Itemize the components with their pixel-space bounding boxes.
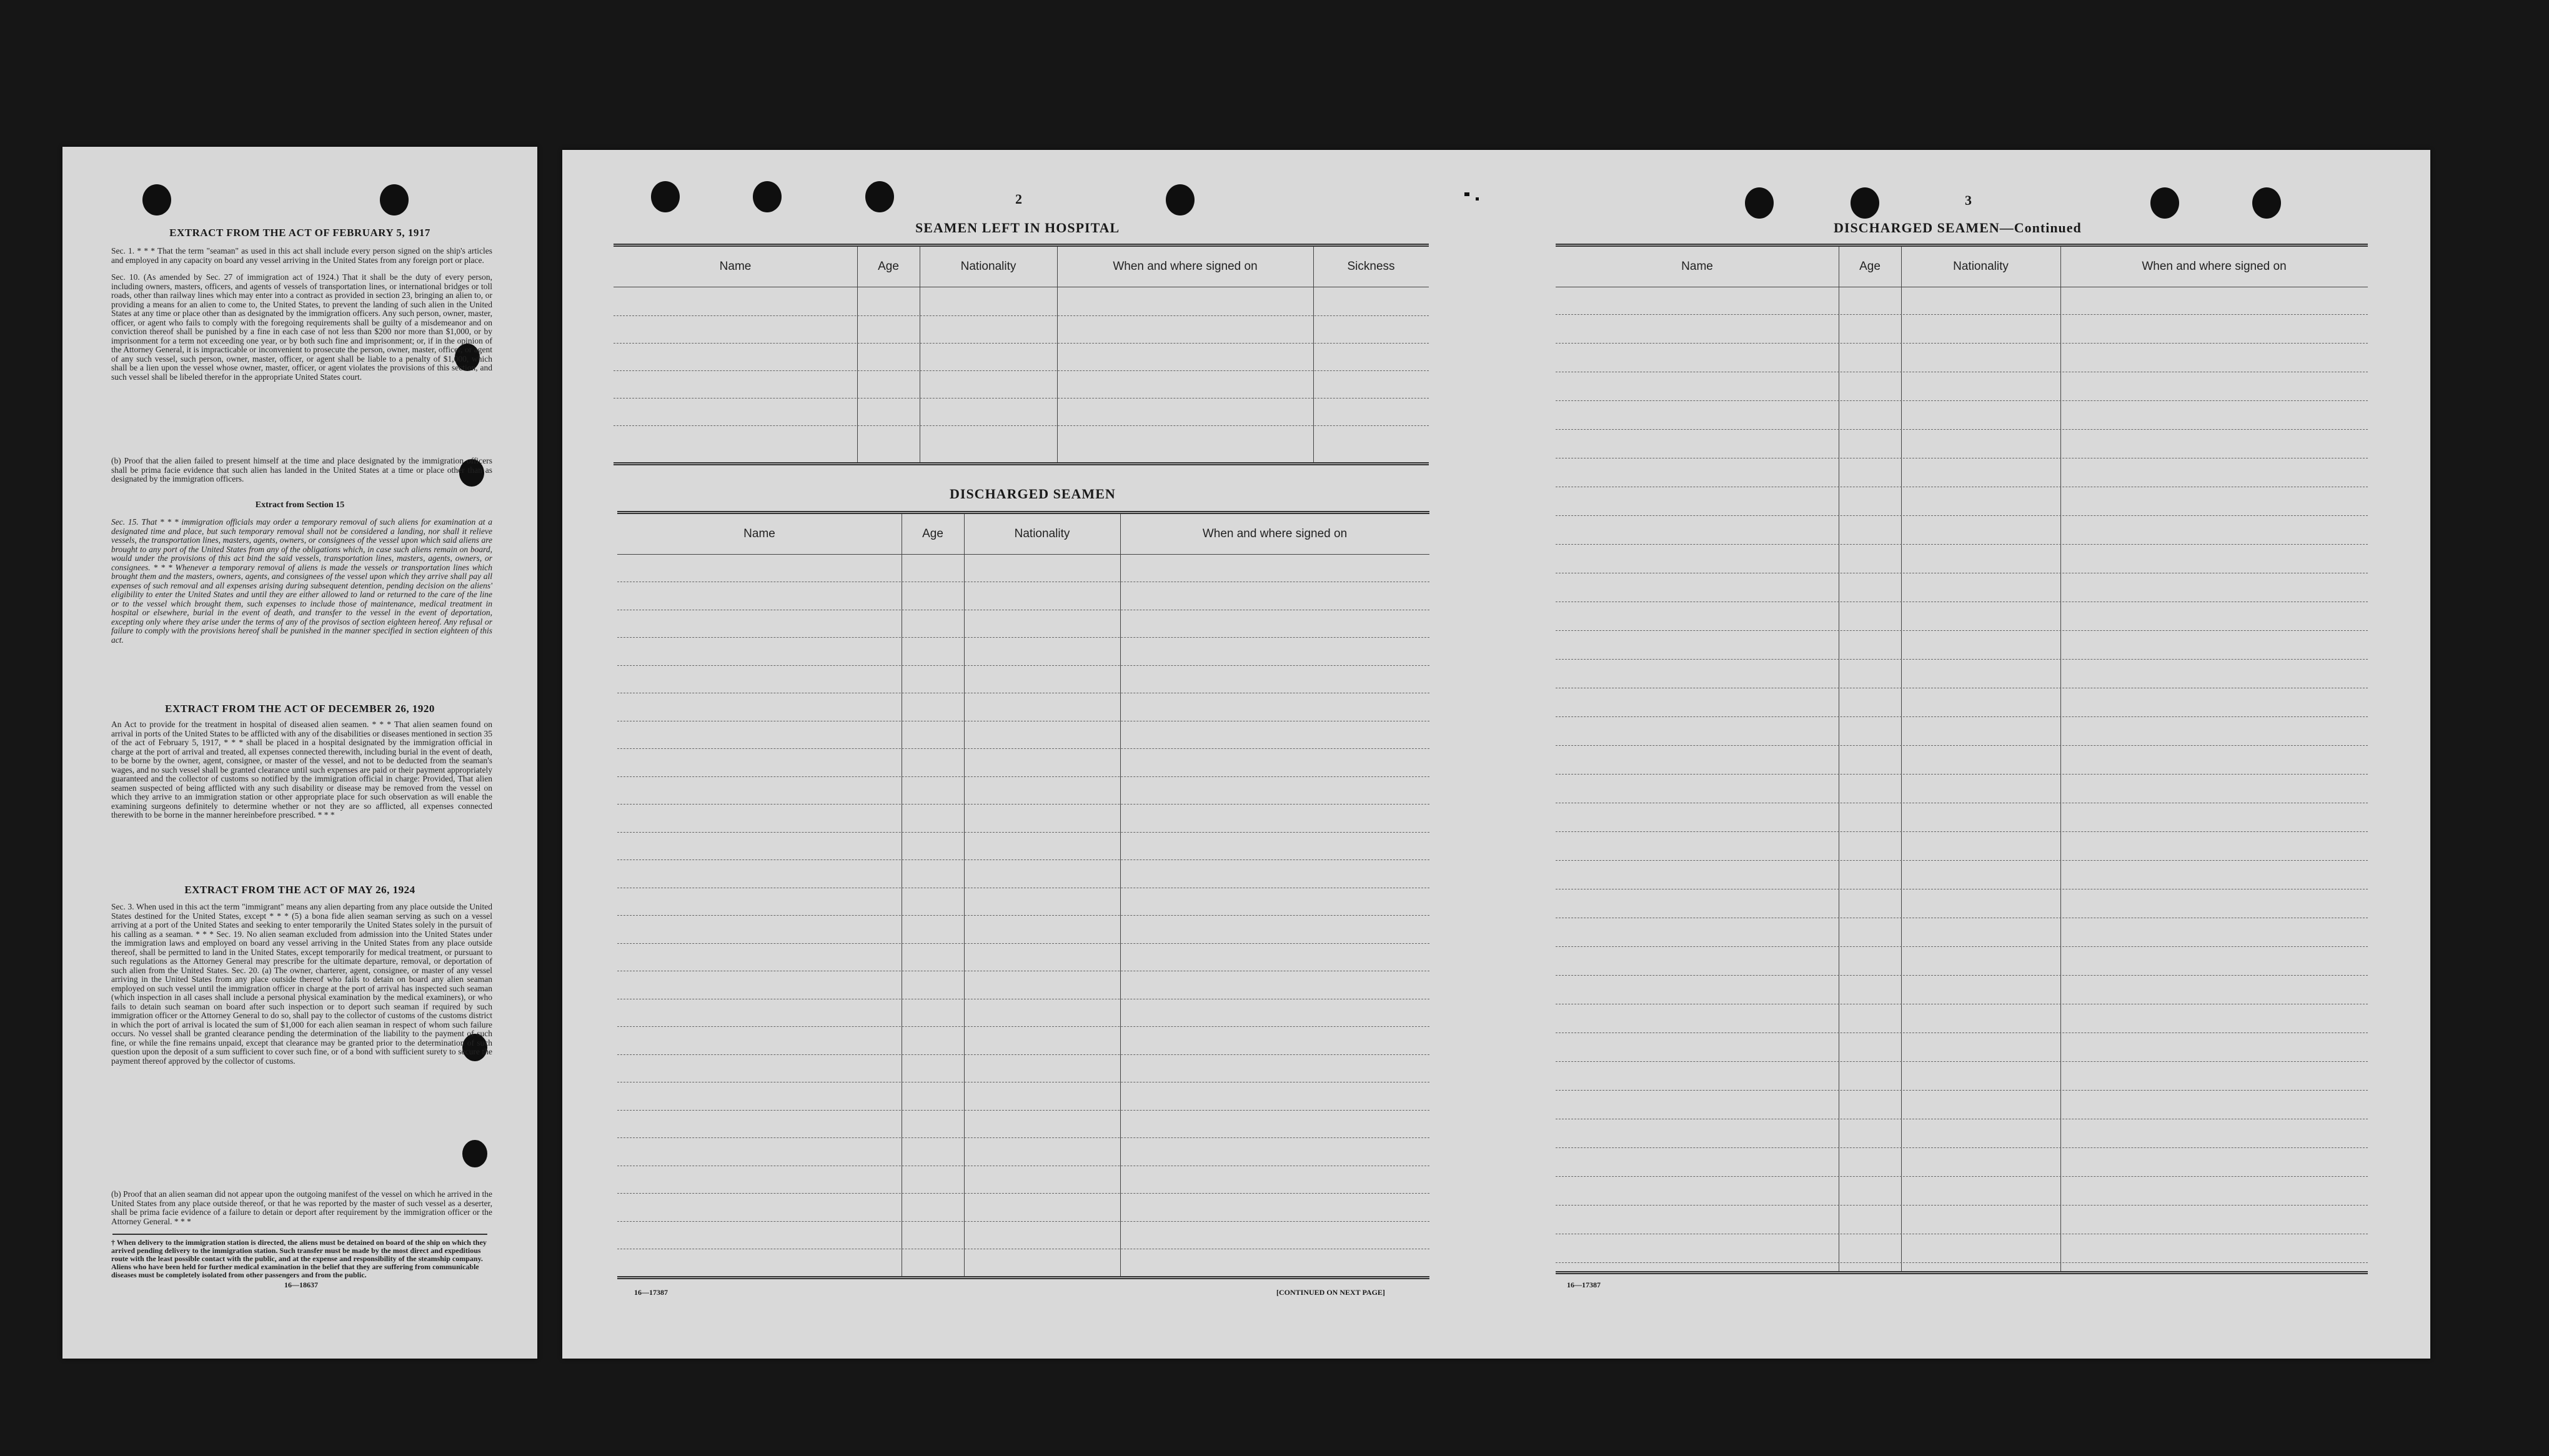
act-1920-text: An Act to provide for the treatment in hospital of diseased alien seamen. * * * That alien seamen found on arrival in ports of the United States to be afflicted with any of the disabilities or diseases mentioned in section 35 of the act of February 5, 1917, * * * shall be placed in a hospital designated by the immigration official in charge at the port of arrival and treated, all expenses connected therewith, including burial in the event of death, to be borne by the owner, agent, consignee, or master of the vessel, and not to be deducted from the seaman's wages, and no such vessel shall be granted clearance until such expenses are paid or their payment appropriately guaranteed and the collector of customs so notified by the immigration official in charge: Provided, That alien seamen suspected of being afflicted with any such disability or disease may be removed from the vessel on which they arrive to an immigration station or other appropriate place for such observation as will enable the examining surgeons definitely to determine whether or not they are so afflicted, all expenses connected therewith to be borne in the manner hereinbefore prescribed. * * * [111, 720, 492, 820]
hospital-col-signed-on: When and where signed on [1113, 260, 1258, 273]
section-15-text: Sec. 15. That * * * immigration officials may order a temporary removal of such aliens for examination at a designated time and place, but such temporary removal shall not be considered a landing, nor shall it relieve vessels, the transportation lines, masters, agents, owners, or consignees of the vessel upon which said aliens are brought to any port of the United States from any of the obligations which, in case such aliens remain on board, would under the provisions of this act bind the said vessels, transportation lines, masters, agents, owners, or consignees. * * * Whenever a temporary removal of aliens is made the vessels or transportation lines which brought them and the masters, owners, agents, and consignees of the vessel upon which they arrive shall pay all expenses of such removal and all expenses arising during subsequent detention, pending decision on the aliens' eligibility to enter the United States and until they are either allowed to land or returned to the care of the line or to the vessel which brought them, such expenses to include those of maintenance, medical treatment in hospital or elsewhere, burial in the event of death, and transfer to the vessel in the event of deportation, excepting only where they arise under the terms of any of the provisos of section eighteen hereof. Any refusal or failure to comply with the provisions hereof shall be punished in the manner specified in section eighteen of this act. [111, 518, 492, 645]
extract-heading-1917: EXTRACT FROM THE ACT OF FEBRUARY 5, 1917 [169, 227, 430, 239]
hospital-table-title: SEAMEN LEFT IN HOSPITAL [915, 220, 1120, 235]
row-rule [1556, 774, 2368, 775]
column-rule [857, 247, 858, 462]
page-2-form-number: 16—17387 [634, 1288, 668, 1297]
ink-speck [1476, 197, 1479, 201]
continued-col-name: Name [1681, 260, 1713, 273]
row-rule [617, 1137, 1429, 1138]
manifest-form-sheet [562, 150, 2430, 1359]
row-rule [1556, 1262, 2368, 1263]
row-rule [1556, 429, 2368, 430]
continued-note: [CONTINUED ON NEXT PAGE] [1276, 1288, 1385, 1297]
discharged-table [617, 511, 1429, 1279]
row-rule [614, 370, 1429, 371]
row-rule [1556, 860, 2368, 861]
legal-extract-sheet [62, 147, 537, 1359]
row-rule [1556, 515, 2368, 516]
page-number-2: 2 [1015, 191, 1022, 207]
punch-hole [651, 181, 680, 212]
continued-col-nationality: Nationality [1953, 260, 2009, 273]
row-rule [1556, 1061, 2368, 1062]
row-rule [1556, 659, 2368, 660]
page-number-3: 3 [1965, 192, 1972, 208]
footnote: † When delivery to the immigration station is directed, the aliens must be detained on board of the ship on which they arrived pending delivery to the immigration station. Such transfer must be made by the most direct and expeditious route with the least possible contact with the public, and at the expense and responsibility of the steamship company. Aliens who have been held for further medical examination in the belief that they are suffering from communicable diseases must be completely isolated from other passengers and from the public. [111, 1239, 487, 1279]
row-rule [617, 1110, 1429, 1111]
punch-hole [1166, 184, 1195, 215]
discharged-col-name: Name [743, 527, 775, 540]
row-rule [1556, 745, 2368, 746]
row-rule [617, 665, 1429, 666]
row-rule [617, 804, 1429, 805]
act-1924-text: Sec. 3. When used in this act the term "immigrant" means any alien departing from any place outside the United States destined for the United States, except * * * (5) a bona fide alien seaman serving as such on a vessel arriving at a port of the United States and seeking to enter temporarily the United States solely in the pursuit of his calling as a seaman. * * * Sec. 19. No alien seaman excluded from admission into the United States under the immigration laws and employed on board any vessel arriving in the United States from any place outside thereof, shall be permitted to land in the United States, except temporarily for medical treatment, or pursuant to such regulations as the Attorney General may prescribe for the ultimate departure, removal, or deportation of such alien from the United States. Sec. 20. (a) The owner, charterer, agent, consignee, or master of any vessel arriving in the United States from any place outside thereof who fails to detain on board any alien seaman employed on such vessel until the immigration officer in charge at the port of arrival has inspected such seaman (which inspection in all cases shall include a personal physical examination by the medical examiners), or who fails to detain such seaman on board after such inspection or to deport such seaman if required by such immigration officer or the Attorney General to do so, shall pay to the collector of customs of the customs district in which the port of arrival is located the sum of $1,000 for each alien seaman in respect of whom such failure occurs. No vessel shall be granted clearance pending the determination of the liability to the payment of such fine, or while the fine remains unpaid, except that clearance may be granted prior to the determination of such question upon the deposit of a sum sufficient to cover such fine, or of a bond with sufficient surety to secure the payment thereof approved by the collector of customs. [111, 903, 492, 1066]
row-rule [617, 1026, 1429, 1027]
section-1-text: Sec. 1. * * * That the term "seaman" as used in this act shall include every person signed on the ship's articles and employed in any capacity on board any vessel arriving in the United States from any foreign port or place. [111, 247, 492, 265]
extract-heading-1924: EXTRACT FROM THE ACT OF MAY 26, 1924 [184, 884, 415, 896]
row-rule [614, 315, 1429, 316]
column-rule [1057, 247, 1058, 462]
punch-hole [753, 181, 782, 212]
row-rule [614, 425, 1429, 426]
row-rule [1556, 400, 2368, 401]
row-rule [1556, 1147, 2368, 1148]
header-rule [617, 554, 1429, 555]
section-20b-text: (b) Proof that an alien seaman did not appear upon the outgoing manifest of the vessel on which he arrived in the United States from any place outside thereof, or that he was reported by the master of such vessel as a deserter, shall be prima facie evidence of a failure to detain or deport after requirement by the immigration officer or the Attorney General. * * * [111, 1190, 492, 1226]
discharged-table-title: DISCHARGED SEAMEN [950, 486, 1116, 502]
column-rule [1313, 247, 1314, 462]
discharged-continued-table [1556, 244, 2368, 1274]
extract-heading-1920: EXTRACT FROM THE ACT OF DECEMBER 26, 1920 [165, 703, 435, 715]
row-rule [617, 915, 1429, 916]
hospital-col-age: Age [878, 260, 899, 273]
continued-col-signed-on: When and where signed on [2142, 260, 2287, 273]
row-rule [1556, 544, 2368, 545]
row-rule [1556, 946, 2368, 947]
punch-hole [1851, 187, 1879, 219]
section-10b-text: (b) Proof that the alien failed to present himself at the time and place designated by the immigration officers shall be prima facie evidence that such alien has landed in the United States at a time or place other than as designated by the immigration officers. [111, 457, 492, 483]
section-10-text: Sec. 10. (As amended by Sec. 27 of immigration act of 1924.) That it shall be the duty of every person, including owners, masters, officers, and agents of vessels of transportation lines, or international bridges or toll roads, other than railway lines which may enter into a contract as provided in section 23, bringing an alien to, or providing a means for an alien to come to, the United States, to prevent the landing of such alien in the United States at any time or place other than as designated by the immigration officers. Any such person, owner, master, officer, or agent who fails to comply with the foregoing requirements shall be guilty of a misdemeanor and on conviction thereof shall be punished by a fine in each case of not less than $200 nor more than $1,000, or by imprisonment for a term not exceeding one year, or by both such fine and imprisonment; or, if in the opinion of the Attorney General, it is impracticable or inconvenient to prosecute the person, owner, master, officer, or agent of any such vessel, such person, owner, master, officer, or agent shall be liable to a penalty of $1,000, which shall be a lien upon the vessel whose owner, master, officer, or agent violates the provisions of this section, and such vessel shall be libeled therefor in the appropriate United States court. [111, 273, 492, 382]
row-rule [1556, 716, 2368, 717]
hospital-col-nationality: Nationality [960, 260, 1016, 273]
row-rule [1556, 314, 2368, 315]
row-rule [614, 343, 1429, 344]
discharged-col-age: Age [922, 527, 943, 540]
page-3-form-number: 16—17387 [1567, 1280, 1601, 1289]
row-rule [1556, 343, 2368, 344]
row-rule [1556, 1090, 2368, 1091]
hospital-col-name: Name [719, 260, 752, 273]
row-rule [1556, 630, 2368, 631]
discharged-continued-title: DISCHARGED SEAMEN—Continued [1834, 220, 2082, 235]
ink-speck [1464, 192, 1469, 196]
punch-hole [865, 181, 894, 212]
punch-hole [142, 184, 171, 215]
row-rule [1556, 831, 2368, 832]
row-rule [617, 943, 1429, 944]
row-rule [617, 832, 1429, 833]
row-rule [617, 776, 1429, 777]
discharged-col-signed-on: When and where signed on [1202, 527, 1348, 540]
punch-hole [2150, 187, 2179, 219]
row-rule [617, 637, 1429, 638]
row-rule [617, 1193, 1429, 1194]
row-rule [617, 748, 1429, 749]
column-rule [964, 514, 965, 1276]
row-rule [1556, 1176, 2368, 1177]
row-rule [1556, 975, 2368, 976]
row-rule [617, 1054, 1429, 1055]
hospital-table [614, 244, 1429, 465]
section-15-subheading: Extract from Section 15 [255, 500, 345, 510]
discharged-col-nationality: Nationality [1014, 527, 1070, 540]
footnote-rule [112, 1234, 487, 1235]
continued-col-age: Age [1859, 260, 1881, 273]
row-rule [617, 1221, 1429, 1222]
column-rule [1120, 514, 1121, 1276]
form-number: 16—18637 [284, 1280, 318, 1289]
punch-hole [1745, 187, 1774, 219]
hospital-col-sickness: Sickness [1347, 260, 1395, 273]
row-rule [1556, 1205, 2368, 1206]
punch-hole [380, 184, 409, 215]
row-rule [614, 398, 1429, 399]
punch-hole [2252, 187, 2281, 219]
row-rule [617, 859, 1429, 860]
